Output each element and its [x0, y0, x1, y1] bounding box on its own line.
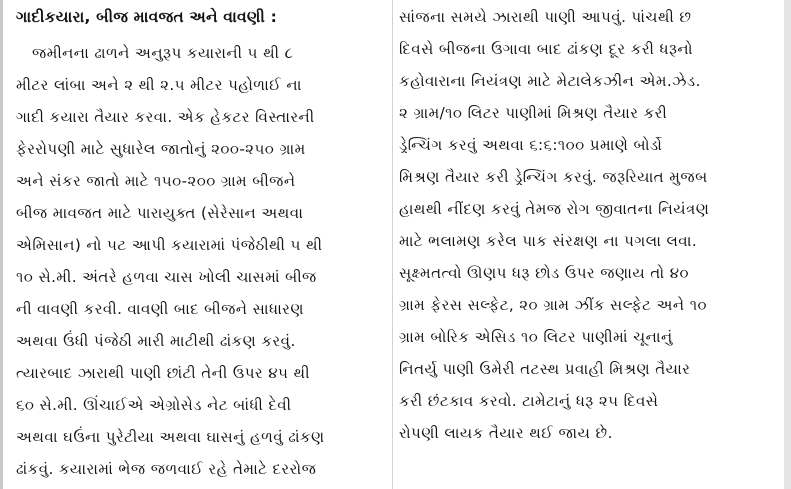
paragraph-line: ઢાંકવું. કયારામાં ભેજ જળવાઈ રહે તેમાટે દરરોજ	[16, 460, 317, 478]
column-divider	[392, 0, 393, 489]
paragraph-line: બીજ માવજત માટે પારાયુક્ત (સેરેસાન અથવા	[16, 204, 304, 222]
paragraph-line: મિશ્રણ તૈયાર કરી ડ્રેન્ચિંગ કરવું. જરૂરિયાત મુજબ	[399, 168, 708, 186]
paragraph-line: અથવા ઉંધી પંજેઠી મારી માટીથી ઢાંકણ કરવું.	[16, 332, 296, 350]
left-edge-rule	[0, 0, 3, 489]
right-edge-rule	[784, 0, 791, 489]
paragraph-line: મીટર લાંબા અને ૨ થી ૨.૫ મીટર પહોળાઈ ના	[16, 76, 302, 94]
paragraph-line: કરી છંટકાવ કરવો. ટામેટાનું ધરૂ ૨૫ દિવસે	[399, 392, 659, 410]
paragraph-line: નિતર્યુ પાણી ઉમેરી તટસ્થ પ્રવાહી મિશ્રણ તૈયાર	[399, 360, 691, 378]
paragraph-line: અથવા ઘઉંના પુરેટીયા અથવા ઘાસનું હળવું ઢાંકણ	[16, 428, 325, 446]
paragraph-line: સૂક્ષ્મતત્વો ઊણપ ધરૂ છોડ ઉપર જણાય તો ૪૦	[399, 264, 689, 282]
paragraph-line: ગ્રામ ફેરસ સલ્ફેટ, ૨૦ ગ્રામ ઝીંક સલ્ફેટ અને ૧૦	[399, 296, 708, 314]
paragraph-line: ૧૦ સે.મી. અંતરે હળવા ચાસ ખોલી ચાસમાં બીજ	[16, 268, 317, 286]
paragraph-line: ગાદી કયારા તૈયાર કરવા. એક હેકટર વિસ્તારની	[16, 108, 315, 126]
paragraph-line: એમિસાન) નો ૫ટ આપી કયારામાં પંજેઠીથી ૫ થી	[16, 236, 323, 254]
paragraph-line: ડ્રેન્ચિંગ કરવું અથવા ૬:૬:૧૦૦ પ્રમાણે બોર્ડો	[399, 136, 663, 154]
paragraph-line: ત્યારબાદ ઝારાથી પાણી છાંટી તેની ઉપર ૪૫ થી	[16, 364, 310, 382]
paragraph-line: માટે ભલામણ કરેલ પાક સંરક્ષણ ના પગલા લવા.	[399, 232, 697, 250]
paragraph-line: અને સંકર જાતો માટે ૧૫૦-૨૦૦ ગ્રામ બીજને	[16, 172, 296, 190]
paragraph-line: હાથથી નીંદણ કરવું તેમજ રોગ જીવાતના નિયંત્રણ	[399, 200, 710, 218]
paragraph-line: ની વાવણી કરવી. વાવણી બાદ બીજને સાધારણ	[16, 300, 304, 318]
paragraph-line: ગ્રામ બોરિક એસિડ ૧૦ લિટર પાણીમાં ચૂનાનું	[399, 328, 673, 346]
paragraph-line: જમીનના ઢાળને અનુરૂપ કયારાની ૫ થી ૮	[32, 44, 294, 62]
paragraph-line: કહોવારાના નિયંત્રણ માટે મેટાલેકઝીન એમ.ઝેડ.	[399, 72, 701, 90]
section-heading: ગાદીકયારા, બીજ માવજત અને વાવણી :	[16, 8, 277, 26]
paragraph-line: રોપણી લાયક તૈયાર થઈ જાય છે.	[399, 424, 613, 442]
paragraph-line: ફેરરોપણી માટે સુધારેલ જાતોનું ૨૦૦-૨૫૦ ગ્રામ	[16, 140, 306, 158]
paragraph-line: ૨ ગ્રામ/૧૦ લિટર પાણીમાં મિશ્રણ તૈયાર કરી	[399, 104, 668, 122]
paragraph-line: સાંજના સમયે ઝારાથી પાણી આપવું. પાંચથી છ	[399, 8, 692, 26]
paragraph-line: ૬૦ સે.મી. ઊંચાઈએ એગ્રોસેડ નેટ બાંધી દેવી	[16, 396, 292, 414]
paragraph-line: દિવસે બીજના ઉગાવા બાદ ઢાંકણ દૂર કરી ધરૂનો	[399, 40, 693, 58]
